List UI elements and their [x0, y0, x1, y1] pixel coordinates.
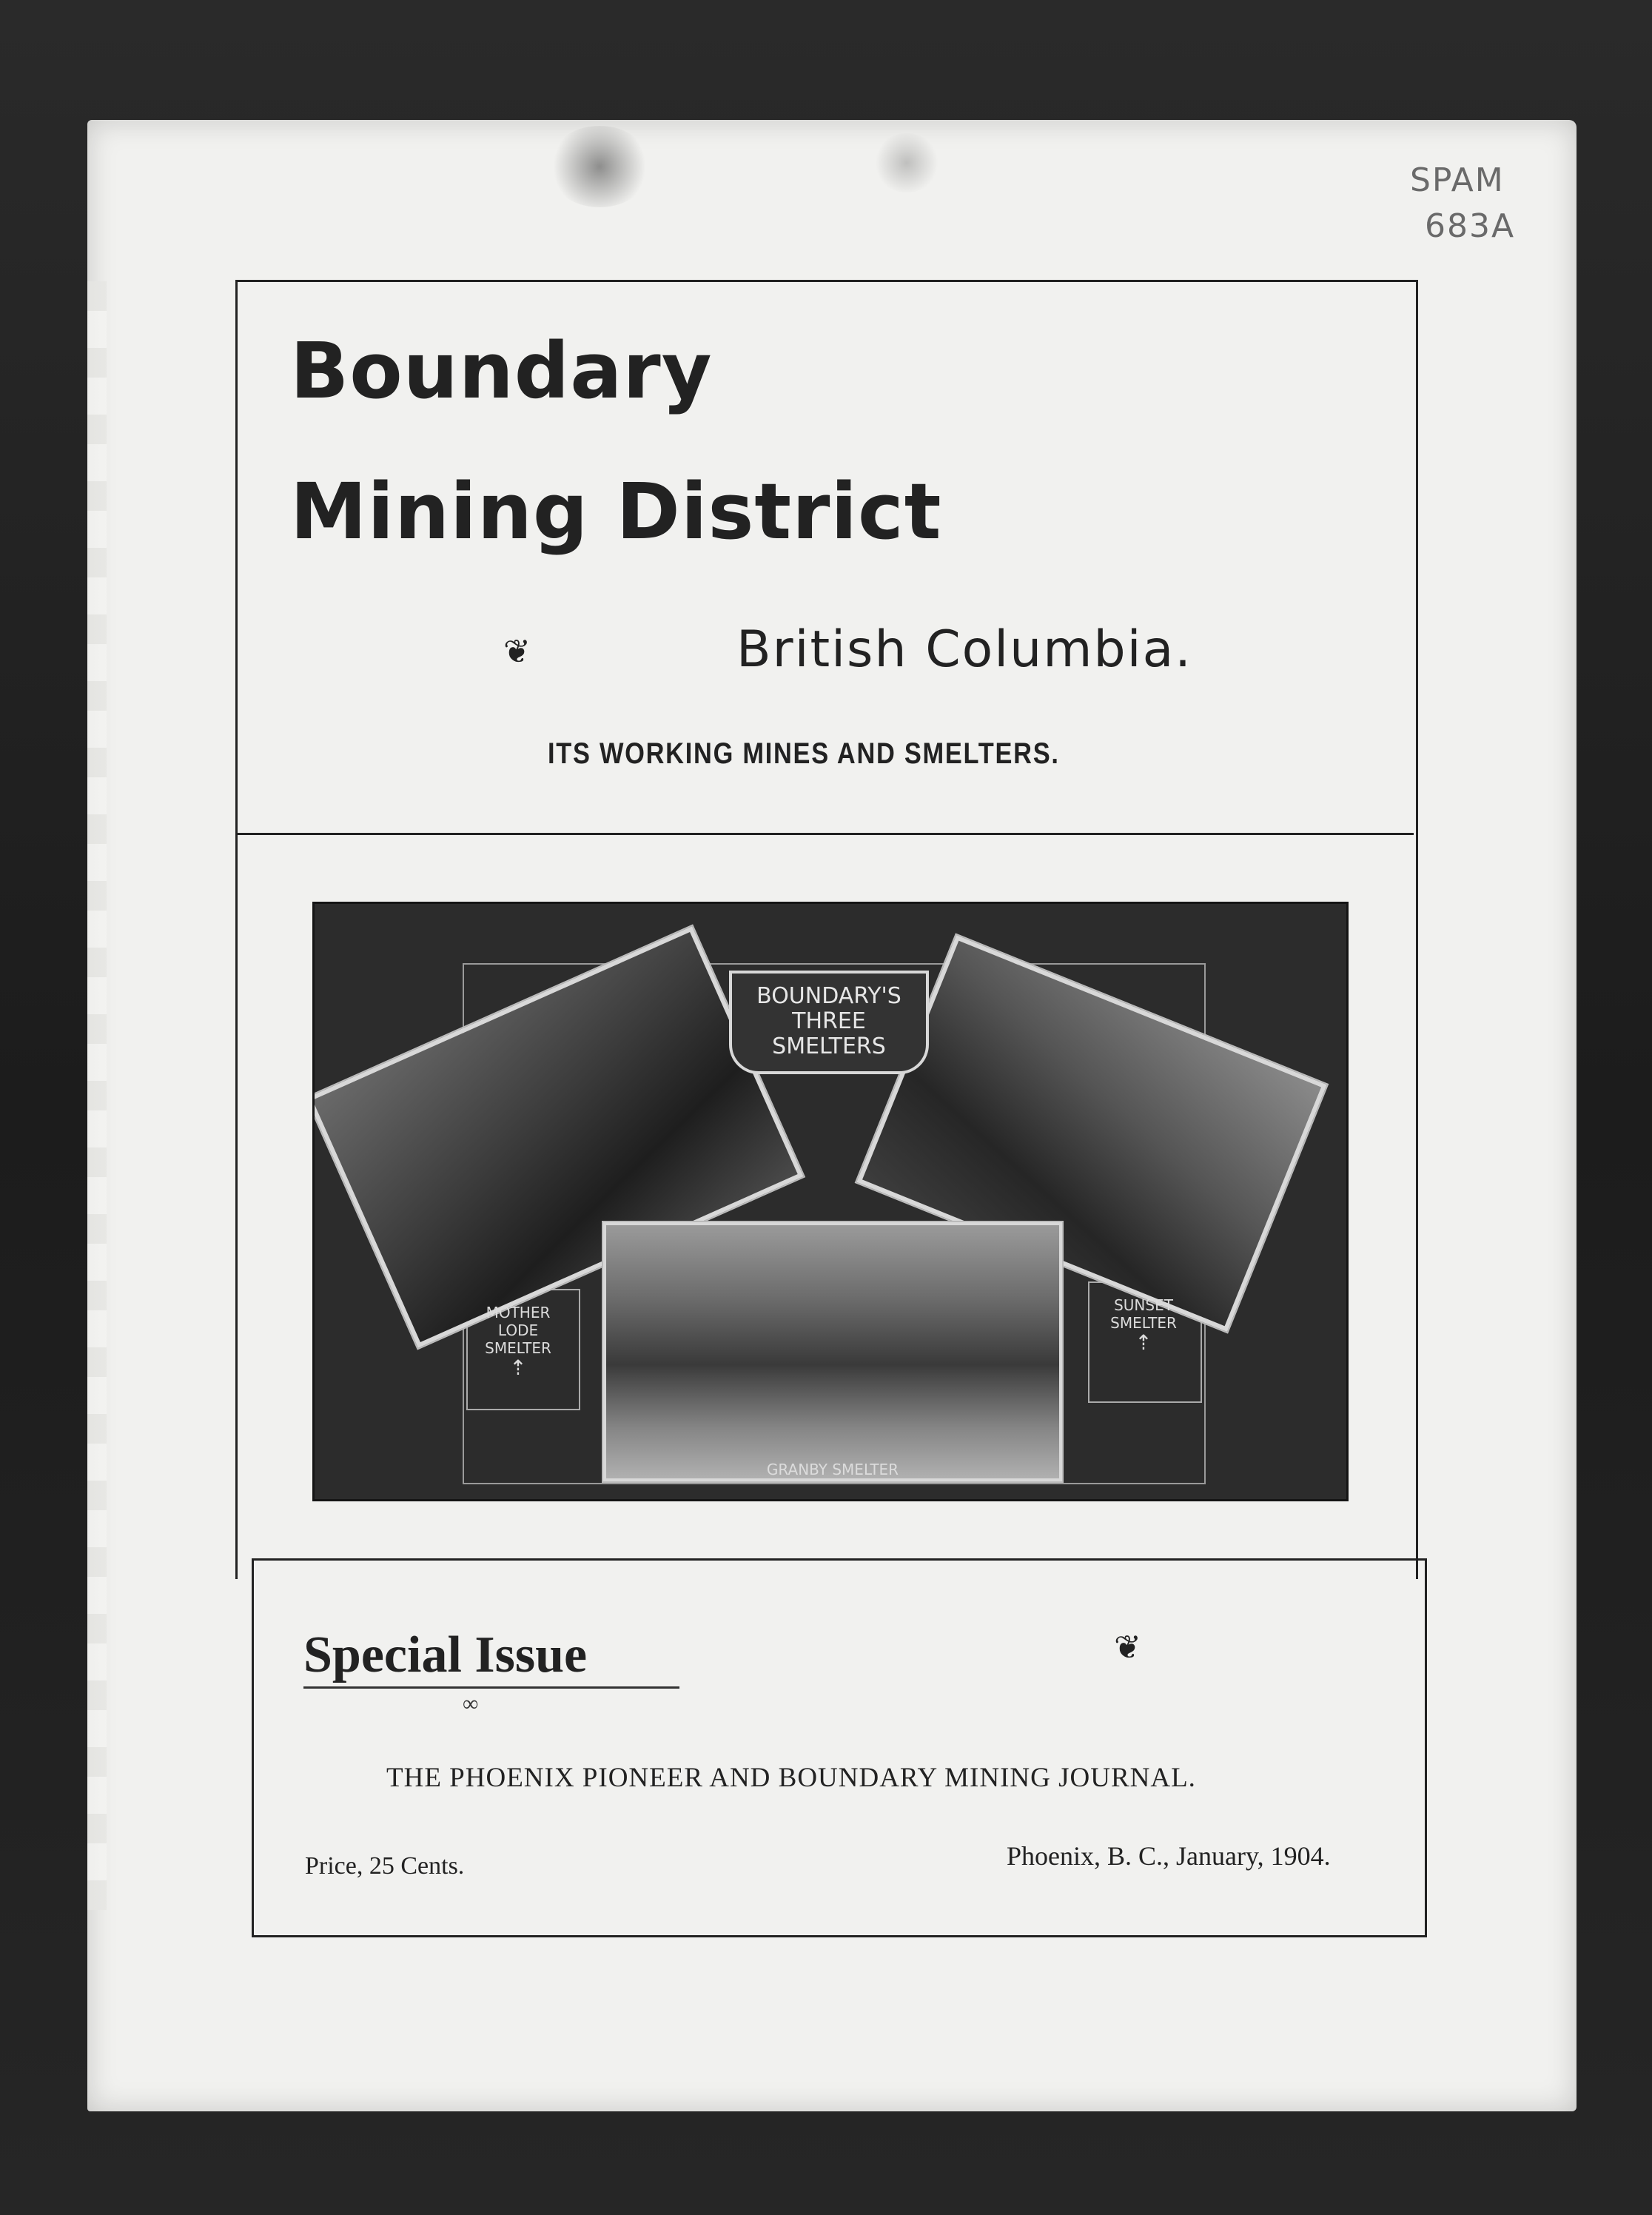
leaf-ornament-icon: ❦ [503, 634, 531, 670]
section-divider [235, 833, 1414, 835]
worn-page-edge [87, 281, 107, 1910]
special-issue-heading: Special Issue [303, 1626, 588, 1683]
mother-lode-caption [474, 1304, 563, 1379]
handwritten-catalog-number: 683A [1425, 207, 1516, 245]
flourish-ornament-icon: ∞ [463, 1692, 479, 1716]
ink-stain [548, 126, 651, 207]
caption-line: SMELTER [1110, 1314, 1177, 1332]
price-text: Price, 25 Cents. [305, 1852, 465, 1880]
leaf-ornament-icon: ❦ [1114, 1629, 1141, 1666]
issue-info-box [252, 1558, 1427, 1937]
sunset-caption [1099, 1296, 1188, 1354]
badge-line: THREE [792, 1008, 866, 1034]
cover-subtitle: British Columbia. [736, 620, 1192, 679]
badge-line: BOUNDARY'S [756, 983, 901, 1009]
smelters-photo-composite [312, 902, 1349, 1501]
cover-title: Mining District [290, 466, 942, 557]
arrow-up-icon: ⇡ [1135, 1330, 1152, 1355]
cover-title: Boundary [290, 326, 713, 416]
heading-underline [303, 1686, 679, 1689]
arrow-up-icon: ⇡ [509, 1356, 527, 1380]
cover-tagline: ITS WORKING MINES AND SMELTERS. [548, 737, 1060, 770]
ink-stain [873, 133, 940, 192]
handwritten-catalog-number: SPAM [1410, 161, 1505, 199]
place-date-text: Phoenix, B. C., January, 1904. [1007, 1841, 1331, 1871]
granby-smelter-photo [603, 1222, 1062, 1481]
badge-line: SMELTERS [772, 1033, 886, 1059]
granby-caption: GRANBY SMELTER [766, 1461, 899, 1478]
caption-line: SUNSET [1114, 1296, 1173, 1314]
caption-line: SMELTER [485, 1339, 551, 1357]
caption-line: MOTHER LODE [486, 1304, 551, 1339]
photo-title-badge [729, 971, 929, 1074]
publication-name: THE PHOENIX PIONEER AND BOUNDARY MINING JOURNAL. [386, 1763, 1196, 1793]
